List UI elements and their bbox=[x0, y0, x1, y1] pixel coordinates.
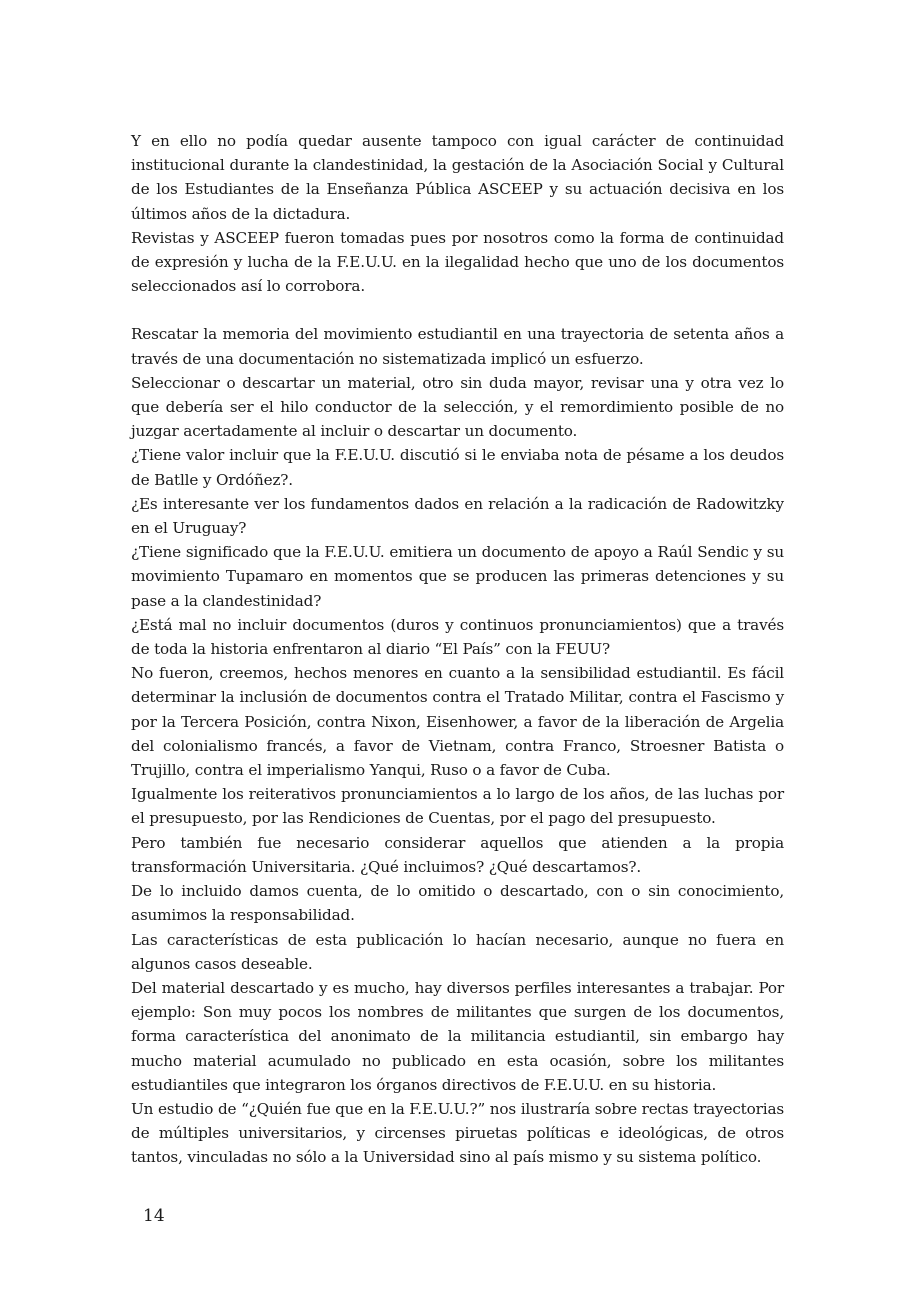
paragraph: De lo incluido damos cuenta, de lo omitido o descartado, con o sin conocimiento, asumimos la responsabilidad. bbox=[131, 882, 784, 925]
paragraph: Del material descartado y es mucho, hay diversos perfiles interesantes a trabajar. Por ejemplo: Son muy pocos los nombres de militantes que surgen de los documentos, forma característica del anonimato de la militancia estudiantil, sin embargo hay mucho material acumulado no publicado en esta ocasión, sobre los militantes estudiantiles que integraron los órganos directivos de F.E.U.U. en su historia. bbox=[131, 978, 784, 1094]
paragraph: Revistas y ASCEEP fueron tomadas pues por nosotros como la forma de continuidad de expresión y lucha de la F.E.U.U. en la ilegalidad hecho que uno de los documentos seleccionados así lo corrobora. bbox=[131, 228, 784, 296]
paragraph: Seleccionar o descartar un material, otro sin duda mayor, revisar una y otra vez lo que debería ser el hilo conductor de la selección, y el remordimiento posible de no juzgar acertadamente al incluir o descartar un documento. bbox=[131, 373, 784, 441]
paragraph: Rescatar la memoria del movimiento estudiantil en una trayectoria de setenta años a través de una documentación no sistematizada implicó un esfuerzo. bbox=[131, 325, 784, 368]
paragraph: No fueron, creemos, hechos menores en cuanto a la sensibilidad estudiantil. Es fácil determinar la inclusión de documentos contra el Tratado Militar, contra el Fascismo y por la Tercera Posición, contra Nixon, Eisenhower, a favor de la liberación de Argelia del colonialismo francés, a favor de Vietnam, contra Franco, Stroesner Batista o Trujillo, contra el imperialismo Yanqui, Ruso o a favor de Cuba. bbox=[131, 664, 784, 780]
paragraph: Igualmente los reiterativos pronunciamientos a lo largo de los años, de las luchas por el presupuesto, por las Rendiciones de Cuentas, por el pago del presupuesto. bbox=[131, 785, 784, 828]
paragraph: ¿Tiene significado que la F.E.U.U. emitiera un documento de apoyo a Raúl Sendic y su movimiento Tupamaro en momentos que se producen las primeras detenciones y su pase a la clandestinidad? bbox=[131, 543, 784, 610]
paragraph: Un estudio de “¿Quién fue que en la F.E.U.U.?” nos ilustraría sobre rectas trayectorias de múltiples universitarios, y circenses piruetas políticas e ideológicas, de otros tantos, vinculadas no sólo a la Universidad sino al país mismo y su sistema político. bbox=[131, 1099, 784, 1167]
paragraph-spacer bbox=[131, 298, 784, 322]
body-text bbox=[131, 129, 784, 1170]
paragraph: ¿Es interesante ver los fundamentos dados en relación a la radicación de Radowitzky en el Uruguay? bbox=[131, 494, 784, 538]
paragraph: Las características de esta publicación lo hacían necesario, aunque no fuera en algunos casos deseable. bbox=[131, 930, 784, 973]
paragraph: ¿Tiene valor incluir que la F.E.U.U. discutió si le enviaba nota de pésame a los deudos de Batlle y Ordóñez?. bbox=[131, 446, 784, 489]
paragraph: Pero también fue necesario considerar aquellos que atienden a la propia transformación Universitaria. ¿Qué incluimos? ¿Qué descartamos?. bbox=[131, 833, 784, 876]
page-number: 14 bbox=[143, 1206, 165, 1226]
paragraph: ¿Está mal no incluir documentos (duros y continuos pronunciamientos) que a través de toda la historia enfrentaron al diario “El País” con la FEUU? bbox=[131, 615, 784, 659]
paragraph: Y en ello no podía quedar ausente tampoco con igual carácter de continuidad institucional durante la clandestinidad, la gestación de la Asociación Social y Cultural de los Estudiantes de la Enseñanza Pública ASCEEP y su actuación decisiva en los últimos años de la dictadura. bbox=[131, 132, 784, 223]
